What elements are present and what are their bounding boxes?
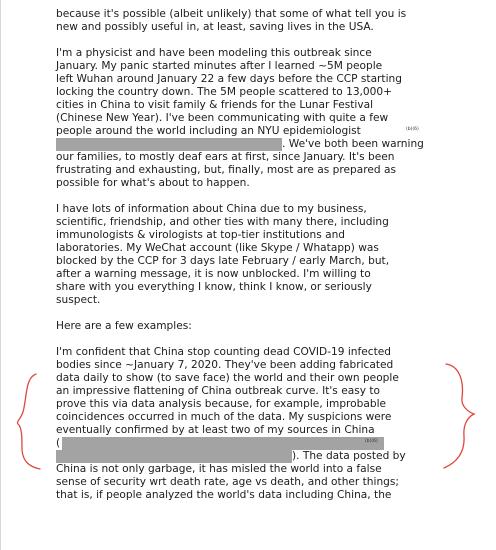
- text-line: after a warning message, it is now unblocked. I'm willing to: [56, 268, 371, 280]
- text-line: frustrating and exhausting, but, finally, most are as prepared as: [56, 164, 396, 176]
- text-line: immunologists & virologists at top-tier institutions and: [56, 229, 346, 241]
- text-line: (Chinese New Year). I've been communicating with quite a few: [56, 112, 389, 124]
- text-line: locking the country down. The 5M people scattered to 13,000+: [56, 86, 393, 98]
- text-line: new and possibly useful in, at least, saving lives in the USA.: [56, 21, 374, 33]
- paragraph-intro: [56, 8, 488, 34]
- text-line: coincidences occurred in much of the data. My suspicions were: [56, 411, 392, 423]
- text-line: ). The data posted by: [292, 450, 406, 462]
- document-body: [56, 8, 488, 515]
- text-line: . We've both been warning: [282, 138, 424, 150]
- text-line: January. My panic started minutes after I learned ~5M people: [56, 60, 383, 72]
- paragraph-examples-heading: [56, 320, 488, 333]
- paragraph-data-fabrication: [56, 346, 488, 502]
- redaction-box: [56, 138, 282, 151]
- text-line: data daily to show (to save face) the world and their own people: [56, 372, 399, 384]
- text-line: eventually confirmed by at least two of my sources in China: [56, 424, 375, 436]
- paragraph-physicist: [56, 47, 488, 190]
- redaction-box: [56, 450, 292, 463]
- text-line: our families, to mostly deaf ears at first, since January. It's been: [56, 151, 395, 163]
- text-line: left Wuhan around January 22 a few days before the CCP starting: [56, 73, 402, 85]
- text-line: scientific, friendship, and other ties with many there, including: [56, 216, 389, 228]
- paragraph-china-info: [56, 203, 488, 307]
- text-line: bodies since ~January 7, 2020. They've been adding fabricated: [56, 359, 394, 371]
- text-line: because it's possible (albeit unlikely) that some of what tell you is: [56, 8, 407, 20]
- text-line: I'm a physicist and have been modeling this outbreak since: [56, 47, 372, 59]
- text-line: cities in China to visit family & friends for the Lunar Festival: [56, 99, 374, 111]
- text-line: blocked by the CCP for 3 days late February / early March, but,: [56, 255, 390, 267]
- text-line: I have lots of information about China due to my business,: [56, 203, 367, 215]
- redaction-box: [62, 437, 384, 450]
- left-bracket-mark: [14, 372, 46, 472]
- text-line: suspect.: [56, 294, 101, 306]
- text-line: sense of security wrt death rate, age vs death, and other things;: [56, 476, 399, 488]
- text-line: people around the world including an NYU epidemiologist: [56, 125, 361, 137]
- text-line: Here are a few examples:: [56, 320, 192, 332]
- text-line: that is, if people analyzed the world's data including China, the: [56, 489, 392, 501]
- redaction-tag: (b)(6): [406, 127, 419, 132]
- right-bracket-mark: [440, 360, 490, 470]
- text-line: share with you everything I know, think I know, or seriously: [56, 281, 372, 293]
- text-line: China is not only garbage, it has misled the world into a false: [56, 463, 382, 475]
- text-line: an impressive flattening of China outbreak curve. It's easy to: [56, 385, 380, 397]
- text-line: (: [56, 437, 61, 449]
- text-line: I'm confident that China stop counting dead COVID-19 infected: [56, 346, 391, 358]
- text-line: possible for what's about to happen.: [56, 177, 250, 189]
- text-line: laboratories. My WeChat account (like Skype / Whatapp) was: [56, 242, 379, 254]
- redaction-tag: (b)(6): [365, 439, 378, 444]
- text-line: prove this via data analysis because, for example, improbable: [56, 398, 387, 410]
